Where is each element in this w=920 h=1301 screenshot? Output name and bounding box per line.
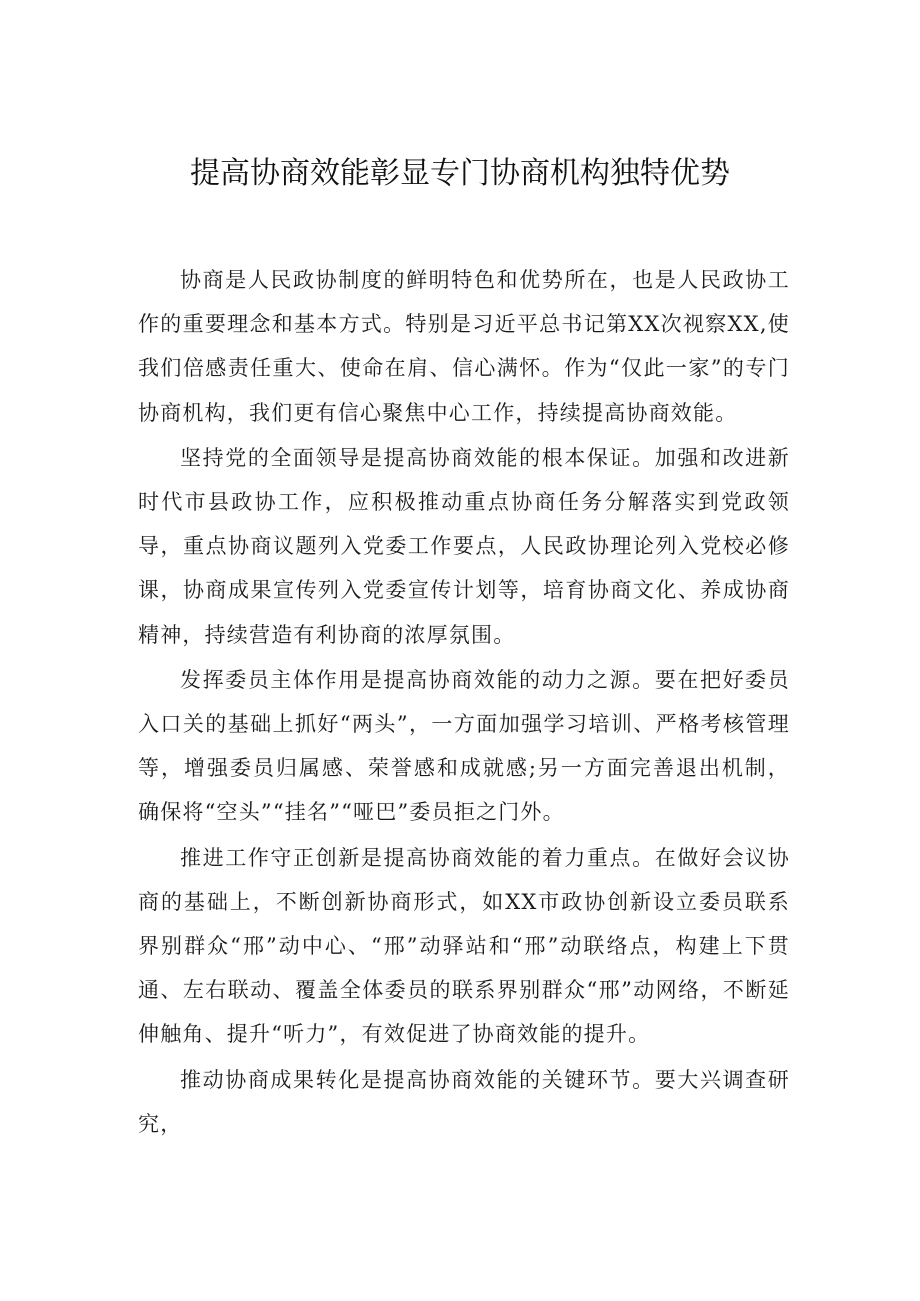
document-title: 提高协商效能彰显专门协商机构独特优势 [190,156,730,191]
document-body [138,258,790,1147]
paragraph: 坚持党的全面领导是提高协商效能的根本保证。加强和改进新时代市县政协工作，应积极推动重点协商任务分解落实到党政领导，重点协商议题列入党委工作要点，人民政协理论列入党校必修课，协商成果宣传列入党委宣传计划等，培育协商文化、养成协商精神，持续营造有利协商的浓厚氛围。 [138,445,790,647]
paragraph: 推进工作守正创新是提高协商效能的着力重点。在做好会议协商的基础上，不断创新协商形式，如XX市政协创新设立委员联系界别群众“邢”动中心、“邢”动驿站和“邢”动联络点，构建上下贯通、左右联动、覆盖全体委员的联系界别群众“邢”动网络，不断延伸触角、提升“听力”，有效促进了协商效能的提升。 [138,845,790,1047]
paragraph: 协商是人民政协制度的鲜明特色和优势所在，也是人民政协工作的重要理念和基本方式。特别是习近平总书记第XX次视察XX,使我们倍感责任重大、使命在肩、信心满怀。作为“仅此一家”的专门协商机构，我们更有信心聚焦中心工作，持续提高协商效能。 [138,268,790,425]
paragraph: 推动协商成果转化是提高协商效能的关键环节。要大兴调查研究， [138,1067,790,1136]
paragraph: 发挥委员主体作用是提高协商效能的动力之源。要在把好委员入口关的基础上抓好“两头”，一方面加强学习培训、严格考核管理等，增强委员归属感、荣誉感和成就感;另一方面完善退出机制，确保将“空头”“挂名”“哑巴”委员拒之门外。 [138,667,790,825]
